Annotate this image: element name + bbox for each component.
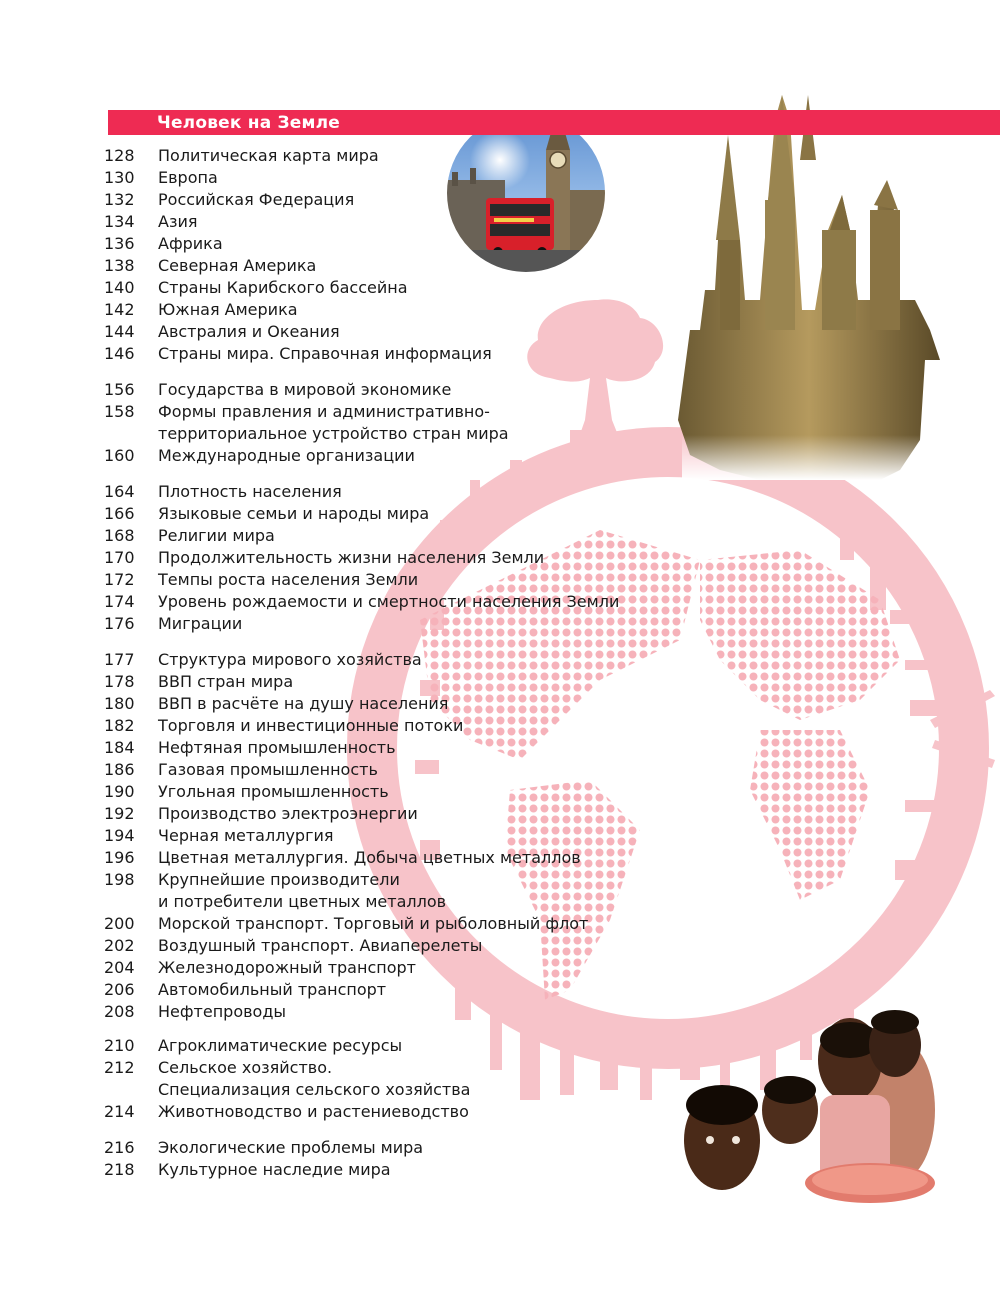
toc-title-line: Страны Карибского бассейна	[158, 278, 408, 297]
toc-page-number: 164	[104, 482, 135, 501]
toc-page-number: 140	[104, 278, 135, 297]
toc-title	[158, 1057, 470, 1101]
toc-page-number: 180	[104, 694, 135, 713]
toc-page-number: 208	[104, 1002, 135, 1021]
toc-title	[158, 525, 275, 547]
toc-title	[158, 481, 342, 503]
toc-page-number: 202	[104, 936, 135, 955]
toc-page-number: 128	[104, 146, 135, 165]
toc-title	[158, 979, 386, 1001]
toc-title	[158, 803, 418, 825]
toc-title	[158, 299, 298, 321]
toc-title-line: Производство электроэнергии	[158, 804, 418, 823]
toc-title	[158, 569, 418, 591]
toc-page-number: 166	[104, 504, 135, 523]
toc-title-line: Культурное наследие мира	[158, 1160, 391, 1179]
toc-title-line: Языковые семьи и народы мира	[158, 504, 430, 523]
toc-page-number: 134	[104, 212, 135, 231]
toc-title-line: Формы правления и административно-	[158, 402, 490, 421]
toc-title	[158, 445, 415, 467]
toc-page-number: 206	[104, 980, 135, 999]
toc-title-line: Воздушный транспорт. Авиаперелеты	[158, 936, 483, 955]
toc-page-number: 192	[104, 804, 135, 823]
sagrada-familia-photo	[678, 95, 942, 480]
toc-title	[158, 957, 416, 979]
toc-title-line: Животноводство и растениеводство	[158, 1102, 469, 1121]
toc-title	[158, 693, 448, 715]
toc-page-number: 190	[104, 782, 135, 801]
toc-page-number: 130	[104, 168, 135, 187]
toc-page-number: 212	[104, 1058, 135, 1077]
toc-title-line: Газовая промышленность	[158, 760, 378, 779]
toc-title-line: Железнодорожный транспорт	[158, 958, 416, 977]
toc-title	[158, 145, 379, 167]
toc-title	[158, 189, 354, 211]
toc-page-number: 194	[104, 826, 135, 845]
toc-title	[158, 591, 619, 613]
toc-title-line: Австралия и Океания	[158, 322, 340, 341]
toc-title-line: территориальное устройство стран мира	[158, 424, 509, 443]
toc-title-line: ВВП в расчёте на душу населения	[158, 694, 449, 713]
toc-title-line: Угольная промышленность	[158, 782, 389, 801]
toc-title	[158, 671, 293, 693]
toc-title-line: Африка	[158, 234, 223, 253]
toc-page-number: 210	[104, 1036, 135, 1055]
toc-page-number: 138	[104, 256, 135, 275]
toc-page-number: 146	[104, 344, 135, 363]
toc-title	[158, 547, 544, 569]
toc-page-number: 142	[104, 300, 135, 319]
toc-page-number: 216	[104, 1138, 135, 1157]
toc-title	[158, 759, 378, 781]
toc-page-number: 214	[104, 1102, 135, 1121]
toc-title-line: Российская Федерация	[158, 190, 355, 209]
toc-title-line: Морской транспорт. Торговый и рыболовный флот	[158, 914, 589, 933]
toc-title-line: Агроклиматические ресурсы	[158, 1036, 403, 1055]
toc-page-number: 176	[104, 614, 135, 633]
toc-page-number: 177	[104, 650, 135, 669]
toc-title-line: Темпы роста населения Земли	[158, 570, 419, 589]
toc-title-line: Страны мира. Справочная информация	[158, 344, 492, 363]
toc-title	[158, 1159, 391, 1181]
toc-title-line: Крупнейшие производители	[158, 870, 400, 889]
toc-title	[158, 715, 463, 737]
toc-title-line: Нефтяная промышленность	[158, 738, 396, 757]
toc-title	[158, 255, 316, 277]
toc-title	[158, 277, 408, 299]
toc-page-number: 136	[104, 234, 135, 253]
toc-title-line: Миграции	[158, 614, 243, 633]
toc-title	[158, 869, 446, 913]
toc-page-number: 160	[104, 446, 135, 465]
toc-title	[158, 649, 422, 671]
toc-page-number: 168	[104, 526, 135, 545]
toc-title	[158, 233, 223, 255]
toc-title-line: Экологические проблемы мира	[158, 1138, 424, 1157]
toc-title-line: Политическая карта мира	[158, 146, 379, 165]
toc-title-line: ВВП стран мира	[158, 672, 294, 691]
toc-title-line: Европа	[158, 168, 218, 187]
toc-title	[158, 737, 396, 759]
toc-title-line: Автомобильный транспорт	[158, 980, 387, 999]
toc-title-line: Черная металлургия	[158, 826, 334, 845]
toc-title-line: Плотность населения	[158, 482, 342, 501]
toc-title	[158, 1101, 469, 1123]
toc-title	[158, 167, 218, 189]
toc-title-line: Религии мира	[158, 526, 275, 545]
toc-title	[158, 613, 242, 635]
toc-title-line: Северная Америка	[158, 256, 317, 275]
toc-title	[158, 913, 588, 935]
toc-title	[158, 1001, 286, 1023]
toc-title	[158, 781, 389, 803]
toc-title-line: Цветная металлургия. Добыча цветных металлов	[158, 848, 581, 867]
toc-page-number: 178	[104, 672, 135, 691]
toc-page-number: 156	[104, 380, 135, 399]
toc-page-number: 158	[104, 402, 135, 421]
toc-title-line: и потребители цветных металлов	[158, 892, 447, 911]
toc-page-number: 200	[104, 914, 135, 933]
toc-title	[158, 211, 197, 233]
toc-title-line: Азия	[158, 212, 198, 231]
toc-title-line: Специализация сельского хозяйства	[158, 1080, 471, 1099]
toc-title	[158, 343, 492, 365]
toc-title-line: Международные организации	[158, 446, 415, 465]
toc-title	[158, 401, 509, 445]
toc-page-number: 172	[104, 570, 135, 589]
toc-page-number: 170	[104, 548, 135, 567]
toc-title-line: Уровень рождаемости и смертности населения Земли	[158, 592, 620, 611]
toc-title	[158, 825, 334, 847]
toc-page-number: 196	[104, 848, 135, 867]
toc-title-line: Государства в мировой экономике	[158, 380, 452, 399]
toc-title	[158, 847, 581, 869]
toc-title	[158, 503, 429, 525]
toc-title-line: Структура мирового хозяйства	[158, 650, 422, 669]
toc-page-number: 198	[104, 870, 135, 889]
toc-page-number: 186	[104, 760, 135, 779]
toc-title-line: Продолжительность жизни населения Земли	[158, 548, 545, 567]
toc-title	[158, 379, 451, 401]
toc-title	[158, 1137, 423, 1159]
toc-title-line: Торговля и инвестиционные потоки	[158, 716, 464, 735]
toc-page-number: 204	[104, 958, 135, 977]
toc-page-number: 132	[104, 190, 135, 209]
section-title: Человек на Земле	[157, 113, 340, 133]
toc-page-number: 218	[104, 1160, 135, 1179]
toc-page-number: 144	[104, 322, 135, 341]
toc-title	[158, 935, 482, 957]
toc-page-number: 182	[104, 716, 135, 735]
toc-title-line: Южная Америка	[158, 300, 298, 319]
toc-title	[158, 321, 340, 343]
toc-page-number: 184	[104, 738, 135, 757]
toc-page-number: 174	[104, 592, 135, 611]
toc-title-line: Нефтепроводы	[158, 1002, 287, 1021]
toc-title	[158, 1035, 402, 1057]
toc-title-line: Сельское хозяйство.	[158, 1058, 333, 1077]
